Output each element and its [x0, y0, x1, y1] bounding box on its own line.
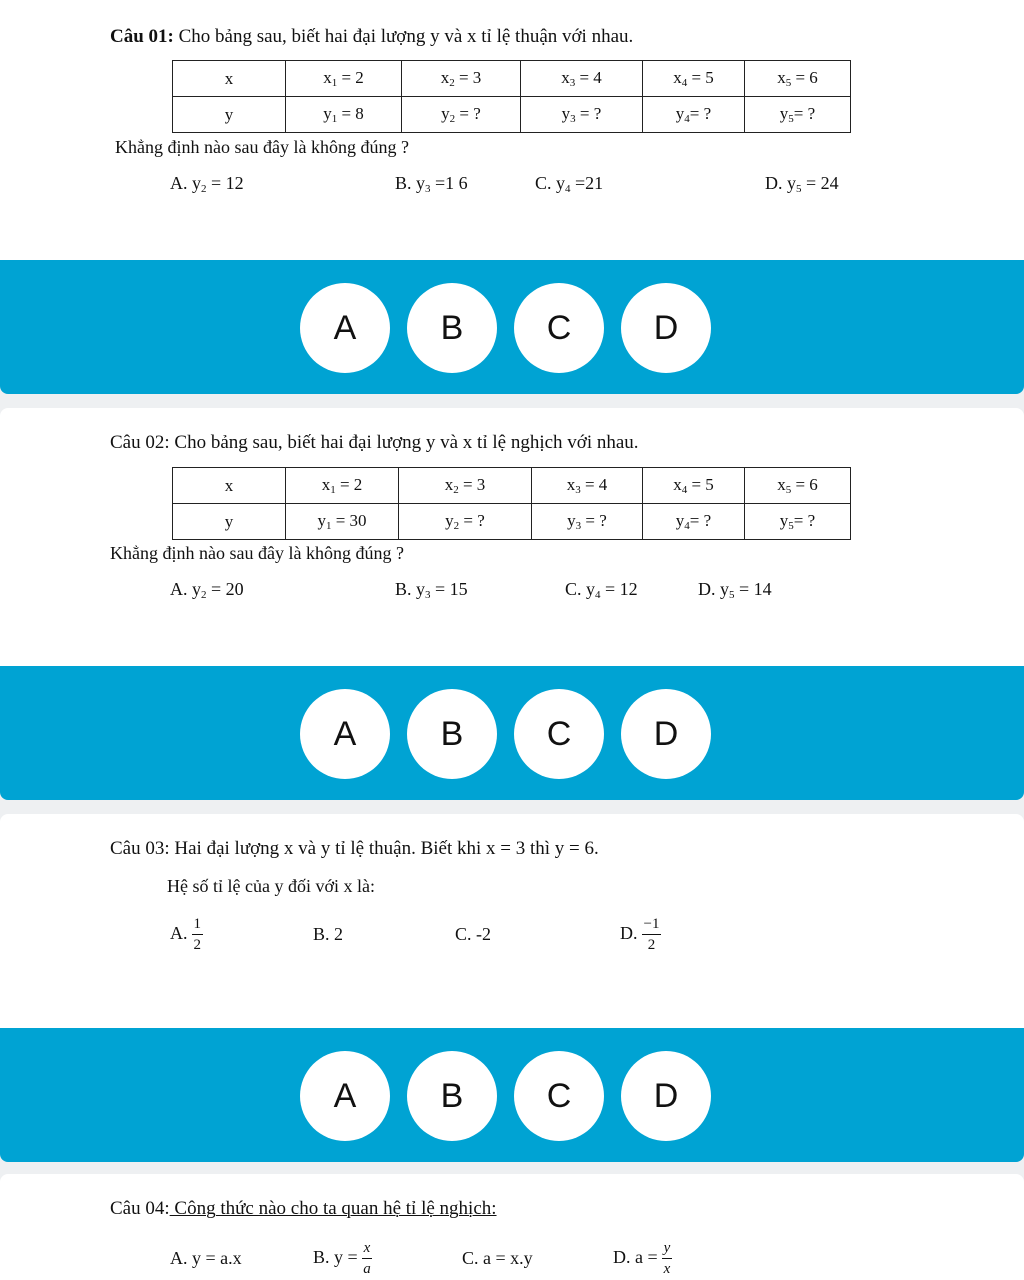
question-title	[110, 838, 599, 860]
answer-b-button[interactable]: B	[407, 1051, 497, 1141]
table-cell: $x_5 = 6$	[745, 468, 851, 504]
question-label: Câu 03:	[110, 838, 170, 859]
table-cell: $y_2$ = ?	[399, 504, 532, 540]
question-text: Cho bảng sau, biết hai đại lượng y và x tỉ lệ thuận với nhau.	[173, 26, 634, 47]
answer-c-button[interactable]: C	[514, 283, 604, 373]
table-cell: $x_5 = 6$	[745, 61, 851, 97]
option-b: B. $y_3 =1$ 6	[395, 173, 468, 195]
table-cell: x	[173, 468, 286, 504]
option-d: D. $y_5 = 14$	[698, 579, 772, 601]
option-a: A. $y_2 = 20$	[170, 579, 244, 601]
table-cell: $x_3 = 4$	[521, 61, 643, 97]
option-b: B. $y_3 = 15$	[395, 579, 468, 601]
table-cell: y	[173, 97, 286, 133]
option-c: C. $y_4 = 12$	[565, 579, 638, 601]
table-cell: x	[173, 61, 286, 97]
answer-a-button[interactable]: A	[300, 1051, 390, 1141]
table-row-x	[173, 61, 851, 97]
answer-d-button[interactable]: D	[621, 283, 711, 373]
question-title	[110, 26, 633, 48]
table-cell: $y_1 = 30$	[286, 504, 399, 540]
fraction: $\frac{y}{x}$	[663, 1240, 671, 1277]
question-text: Công thức nào cho ta quan hệ tỉ lệ nghịch:	[169, 1198, 497, 1219]
table-cell: $x_4 = 5$	[643, 468, 745, 504]
table-cell: $y_2$ = ?	[402, 97, 521, 133]
table-cell: $x_2 = 3$	[402, 61, 521, 97]
question-title	[110, 1198, 497, 1220]
option-b: B. 2	[313, 924, 344, 944]
table-row-y	[173, 97, 851, 133]
table-row-y	[173, 504, 851, 540]
answer-bar-3	[0, 1028, 1024, 1162]
table-cell: y	[173, 504, 286, 540]
option-c: C. a = x.y	[462, 1248, 533, 1268]
question-label: Câu 02:	[110, 432, 170, 453]
question-card-1	[0, 0, 1024, 260]
table-cell: $y_5=$ ?	[745, 97, 851, 133]
table-cell: $x_2 = 3$	[399, 468, 532, 504]
fraction: $\frac{x}{a}$	[363, 1240, 371, 1277]
question-text: Cho bảng sau, biết hai đại lượng y và x tỉ lệ nghịch với nhau.	[169, 432, 639, 453]
question-title	[110, 432, 639, 454]
table-cell: $x_4 = 5$	[643, 61, 745, 97]
table-row-x	[173, 468, 851, 504]
option-a: A. y = a.x	[170, 1248, 242, 1268]
table-cell: $y_4=$ ?	[643, 504, 745, 540]
question-card-4	[0, 1174, 1024, 1280]
answer-bar-1	[0, 260, 1024, 394]
table-cell: $x_1 = 2$	[286, 468, 399, 504]
values-table	[172, 467, 851, 540]
question-label: Câu 04:	[110, 1198, 170, 1219]
table-cell: $x_3 = 4$	[532, 468, 643, 504]
question-statement: Khẳng định nào sau đây là không đúng ?	[110, 543, 404, 563]
option-c: C. -2	[455, 924, 491, 944]
option-d: D. $\frac{-1}{2}$	[620, 916, 660, 953]
answer-b-button[interactable]: B	[407, 689, 497, 779]
table-cell: $y_3$ = ?	[532, 504, 643, 540]
answer-c-button[interactable]: C	[514, 1051, 604, 1141]
answer-bar-2	[0, 666, 1024, 800]
table-cell: $y_3$ = ?	[521, 97, 643, 133]
option-a: A. $\frac{1}{2}$	[170, 916, 201, 953]
question-card-2	[0, 408, 1024, 666]
option-a: A. $y_2 = 12$	[170, 173, 244, 195]
table-cell: $x_1 = 2$	[286, 61, 402, 97]
question-text: Hai đại lượng x và y tỉ lệ thuận. Biết khi x = 3 thì y = 6.	[169, 838, 599, 859]
question-statement: Khẳng định nào sau đây là không đúng ?	[115, 137, 409, 157]
answer-c-button[interactable]: C	[514, 689, 604, 779]
answer-a-button[interactable]: A	[300, 283, 390, 373]
question-card-3	[0, 814, 1024, 1028]
answer-b-button[interactable]: B	[407, 283, 497, 373]
answer-a-button[interactable]: A	[300, 689, 390, 779]
option-d: D. $y_5 = 24$	[765, 173, 839, 195]
fraction: $\frac{-1}{2}$	[643, 916, 660, 953]
answer-d-button[interactable]: D	[621, 1051, 711, 1141]
table-cell: $y_5=$ ?	[745, 504, 851, 540]
table-cell: $y_1 = 8$	[286, 97, 402, 133]
values-table	[172, 60, 851, 133]
option-c: C. $y_4 =21$	[535, 173, 604, 195]
option-b: B. y = $\frac{x}{a}$	[313, 1240, 371, 1277]
fraction: $\frac{1}{2}$	[193, 916, 201, 953]
question-statement: Hệ số tỉ lệ của y đối với x là:	[167, 876, 375, 896]
question-label: Câu 01:	[110, 26, 174, 47]
option-d: D. a = $\frac{y}{x}$	[613, 1240, 671, 1277]
table-cell: $y_4=$ ?	[643, 97, 745, 133]
answer-d-button[interactable]: D	[621, 689, 711, 779]
